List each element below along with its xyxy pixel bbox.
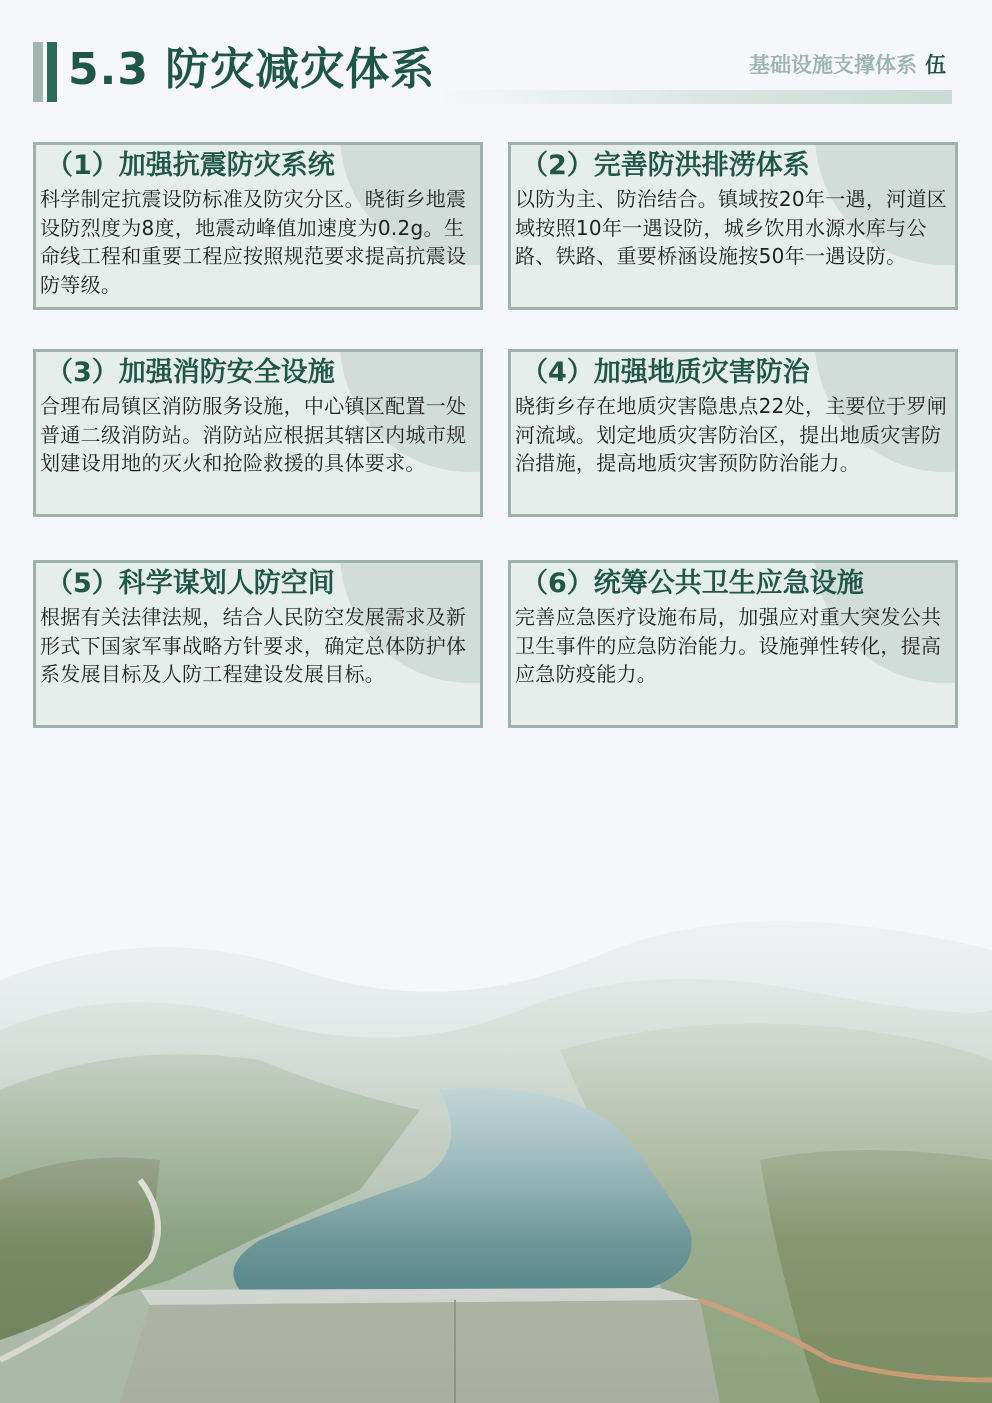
card-public-health xyxy=(508,560,958,728)
card-body: 晓街乡存在地质灾害隐患点22处，主要位于罗闸河流域。划定地质灾害防治区，提出地质灾害防治措施，提高地质灾害预防防治能力。 xyxy=(515,394,948,475)
card-body: 合理布局镇区消防服务设施，中心镇区配置一处普通二级消防站。消防站应根据其辖区内城市规划建设用地的灭火和抢险救援的具体要求。 xyxy=(40,394,467,475)
card-title: （6）统筹公共卫生应急设施 xyxy=(521,568,864,599)
card-body: 根据有关法律法规，结合人民防空发展需求及新形式下国家军事战略方针要求，确定总体防护体系发展目标及人防工程建设发展目标。 xyxy=(40,605,467,686)
section-label xyxy=(749,50,946,80)
card-title: （2）完善防洪排涝体系 xyxy=(521,150,810,181)
card-title: （1）加强抗震防灾系统 xyxy=(46,150,335,181)
card-title: （3）加强消防安全设施 xyxy=(46,357,335,388)
section-number: 伍 xyxy=(925,53,946,77)
card-geology xyxy=(508,349,958,517)
card-fire xyxy=(33,349,483,517)
card-civil-defense xyxy=(33,560,483,728)
card-body: 科学制定抗震设防标准及防灾分区。晓街乡地震设防烈度为8度，地震动峰值加速度为0.2g。生命线工程和重要工程应按照规范要求提高抗震设防等级。 xyxy=(40,187,467,297)
card-title: （5）科学谋划人防空间 xyxy=(46,568,335,599)
card-body: 完善应急医疗设施布局，加强应对重大突发公共卫生事件的应急防治能力。设施弹性转化，提高应急防疫能力。 xyxy=(515,605,942,686)
page-title: 5.3 防灾减灾体系 xyxy=(68,44,436,95)
reservoir-landscape-image xyxy=(0,860,992,1403)
header-divider xyxy=(440,90,952,104)
card-title: （4）加强地质灾害防治 xyxy=(521,357,810,388)
card-earthquake xyxy=(33,142,483,310)
card-flood xyxy=(508,142,958,310)
section-label-text: 基础设施支撑体系 xyxy=(749,53,917,77)
card-body: 以防为主、防治结合。镇域按20年一遇，河道区域按照10年一遇设防，城乡饮用水源水库与公路、铁路、重要桥涵设施按50年一遇设防。 xyxy=(515,187,948,268)
page-header xyxy=(0,0,992,120)
